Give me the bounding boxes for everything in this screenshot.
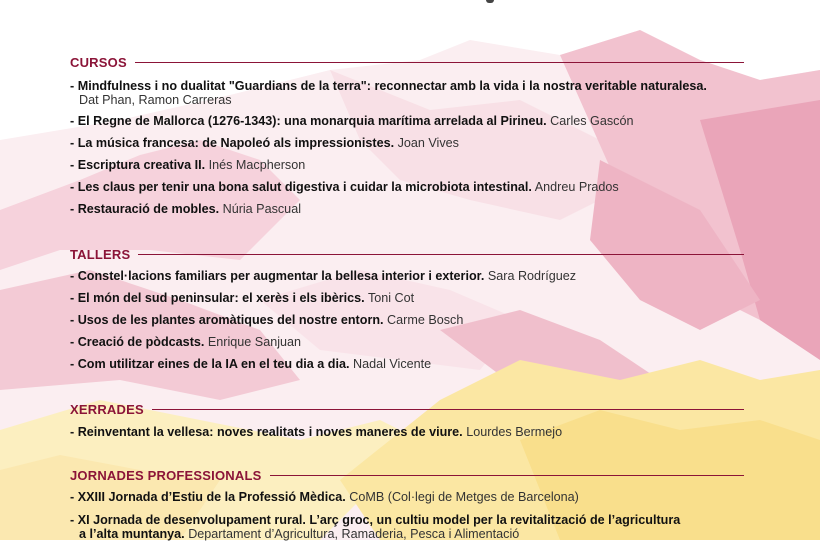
list-item: - XI Jornada de desenvolupament rural. L’arç groc, un cultiu model per la revitalització de l’agricultura a l’alta muntanya. Departament d’Agricultura, Ramaderia, Pesca i Alimentació bbox=[70, 513, 681, 541]
item-author: Andreu Prados bbox=[534, 180, 619, 194]
item-title: Mindfulness i no dualitat "Guardians de la terra": reconnectar amb la vida i la nostra veritable naturalesa. bbox=[77, 79, 707, 93]
item-author: CoMB (Col·legi de Metges de Barcelona) bbox=[349, 490, 579, 504]
item-author: Carme Bosch bbox=[387, 313, 464, 327]
section-header-xerrades bbox=[70, 401, 744, 417]
item-title: Com utilitzar eines de la IA en el teu dia a dia. bbox=[77, 357, 350, 371]
item-title: La música francesa: de Napoleó als impressionistes. bbox=[77, 136, 395, 150]
list-item: - Escriptura creativa II. Inés Macpherson bbox=[70, 158, 306, 172]
item-author: Departament d’Agricultura, Ramaderia, Pesca i Alimentació bbox=[188, 527, 520, 541]
item-title: Restauració de mobles. bbox=[77, 202, 220, 216]
item-title: Escriptura creativa II. bbox=[77, 158, 206, 172]
list-item: - Restauració de mobles. Núria Pascual bbox=[70, 202, 301, 216]
item-title: Creació de pòdcasts. bbox=[77, 335, 205, 349]
section-divider bbox=[270, 475, 745, 476]
list-item: - La música francesa: de Napoleó als impressionistes. Joan Vives bbox=[70, 136, 459, 150]
section-title: TALLERS bbox=[70, 246, 131, 262]
item-author: Inés Macpherson bbox=[208, 158, 306, 172]
section-title: CURSOS bbox=[70, 54, 127, 70]
section-title: XERRADES bbox=[70, 401, 144, 417]
item-author: Carles Gascón bbox=[550, 114, 634, 128]
item-title: XXIII Jornada d’Estiu de la Professió Mèdica. bbox=[77, 490, 346, 504]
section-header-jornades bbox=[70, 467, 744, 483]
section-divider bbox=[152, 409, 744, 410]
section-title: JORNADES PROFESSIONALS bbox=[70, 467, 262, 483]
item-author: Dat Phan, Ramon Carreras bbox=[79, 93, 232, 107]
item-title-continued: a l’alta muntanya. bbox=[79, 527, 185, 541]
list-item: - Creació de pòdcasts. Enrique Sanjuan bbox=[70, 335, 302, 349]
item-author: Lourdes Bermejo bbox=[466, 425, 563, 439]
item-title: Usos de les plantes aromàtiques del nostre entorn. bbox=[77, 313, 384, 327]
list-item: - Reinventant la vellesa: noves realitats i noves maneres de viure. Lourdes Bermejo bbox=[70, 425, 563, 439]
item-title: Reinventant la vellesa: noves realitats i noves maneres de viure. bbox=[77, 425, 463, 439]
list-item: - Mindfulness i no dualitat "Guardians de la terra": reconnectar amb la vida i la nostra veritable naturalesa. Dat Phan, Ramon Carreras bbox=[70, 79, 707, 107]
list-item: - El Regne de Mallorca (1276-1343): una monarquia marítima arrelada al Pirineu. Carles Gascón bbox=[70, 114, 634, 128]
section-header-cursos bbox=[70, 54, 744, 70]
list-item: - Com utilitzar eines de la IA en el teu dia a dia. Nadal Vicente bbox=[70, 357, 432, 371]
list-item: - XXIII Jornada d’Estiu de la Professió Mèdica. CoMB (Col·legi de Metges de Barcelona) bbox=[70, 490, 579, 504]
item-author: Enrique Sanjuan bbox=[207, 335, 302, 349]
list-item: - El món del sud peninsular: el xerès i els ibèrics. Toni Cot bbox=[70, 291, 415, 305]
list-item: - Constel·lacions familiars per augmentar la bellesa interior i exterior. Sara Rodríguez bbox=[70, 269, 577, 283]
section-header-tallers bbox=[70, 246, 744, 262]
item-author: Sara Rodríguez bbox=[487, 269, 577, 283]
section-divider bbox=[135, 62, 744, 63]
section-divider bbox=[138, 254, 744, 255]
item-title: Les claus per tenir una bona salut digestiva i cuidar la microbiota intestinal. bbox=[77, 180, 532, 194]
item-title: Constel·lacions familiars per augmentar la bellesa interior i exterior. bbox=[77, 269, 485, 283]
item-title: XI Jornada de desenvolupament rural. L’arç groc, un cultiu model per la revitalització de l’agricultura bbox=[77, 513, 681, 527]
item-author: Toni Cot bbox=[367, 291, 415, 305]
list-item: - Les claus per tenir una bona salut digestiva i cuidar la microbiota intestinal. Andreu Prados bbox=[70, 180, 619, 194]
item-author: Núria Pascual bbox=[222, 202, 301, 216]
item-author: Nadal Vicente bbox=[352, 357, 432, 371]
item-title: El Regne de Mallorca (1276-1343): una monarquia marítima arrelada al Pirineu. bbox=[77, 114, 547, 128]
item-author: Joan Vives bbox=[397, 136, 459, 150]
item-title: El món del sud peninsular: el xerès i els ibèrics. bbox=[77, 291, 365, 305]
list-item: - Usos de les plantes aromàtiques del nostre entorn. Carme Bosch bbox=[70, 313, 464, 327]
